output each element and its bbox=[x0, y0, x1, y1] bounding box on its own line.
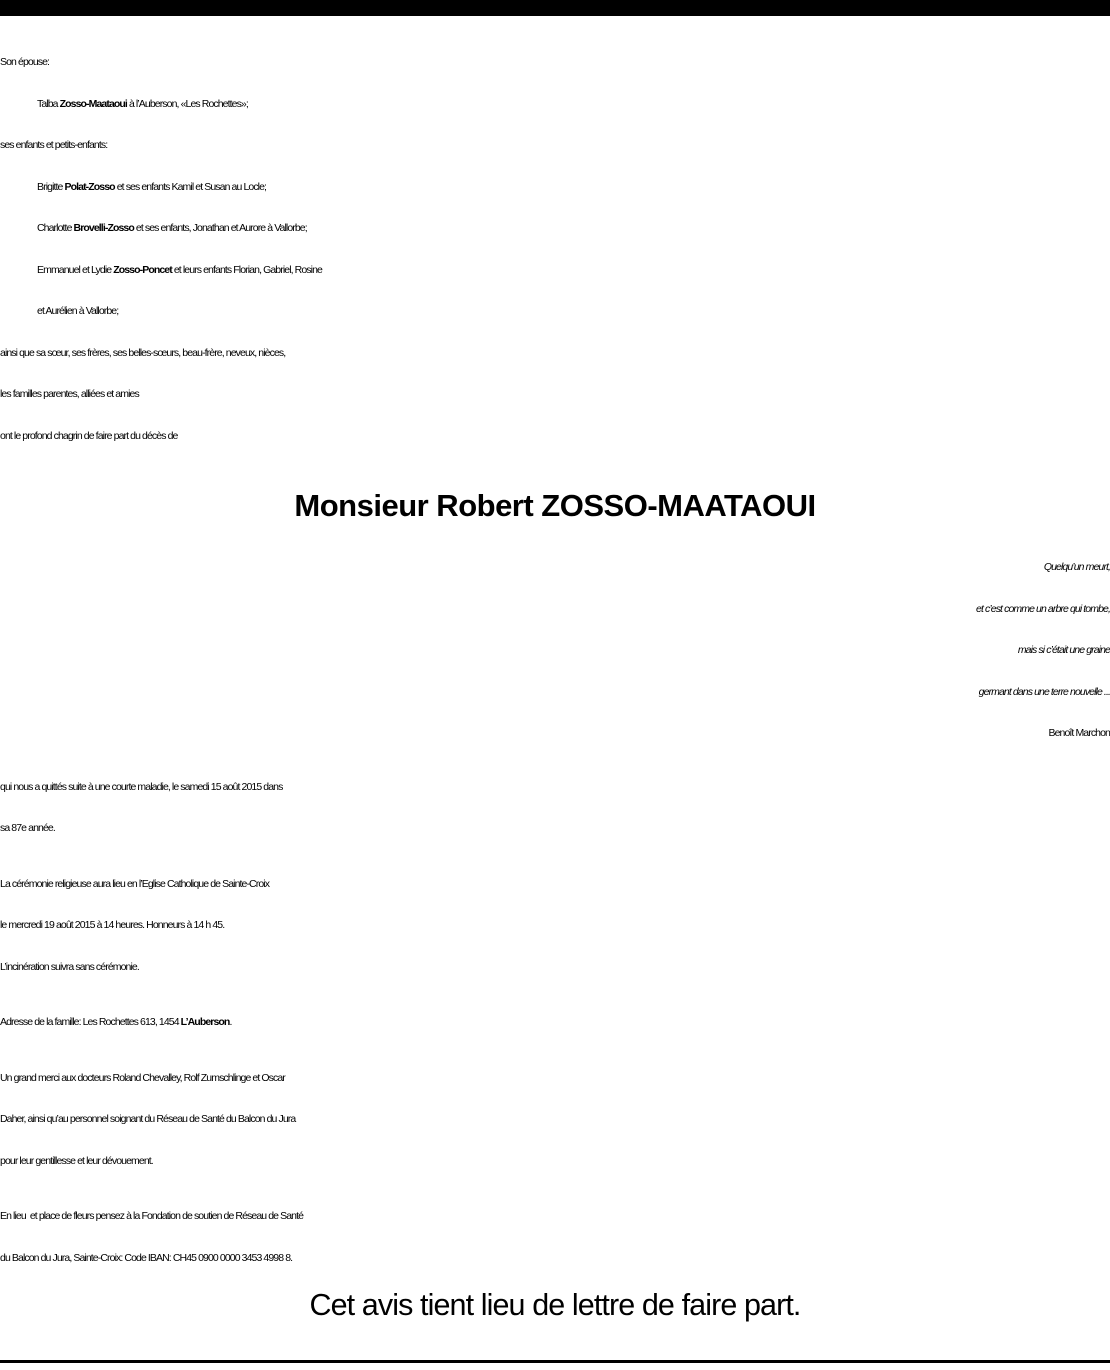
ceremony-paragraph bbox=[0, 864, 1110, 989]
child-surname: Zosso-Poncet bbox=[113, 263, 172, 276]
deceased-name: Monsieur Robert ZOSSO-MAATAOUI bbox=[294, 488, 816, 523]
spouse-location: à l’Auberson, «Les Rochettes»; bbox=[126, 97, 248, 110]
spouse-line bbox=[0, 84, 1110, 126]
announcement-line: ont le profond chagrin de faire part du décès de bbox=[0, 429, 178, 442]
address-paragraph bbox=[0, 1002, 1110, 1044]
passing-line-2: sa 87e année. bbox=[0, 822, 55, 834]
other-relatives-line-2: les familles parentes, alliées et amies bbox=[0, 388, 139, 400]
child-line-3 bbox=[0, 250, 1110, 292]
other-relatives-line-1: ainsi que sa sœur, ses frères, ses belles-sœurs, beau-frère, neveux, nièces, bbox=[0, 346, 286, 359]
child-details: et leurs enfants Florian, Gabriel, Rosine bbox=[171, 263, 322, 276]
thanks-paragraph bbox=[0, 1058, 1110, 1183]
passing-paragraph bbox=[0, 767, 1110, 850]
children-intro: ses enfants et petits-enfants: bbox=[0, 139, 108, 151]
closing-line: Cet avis tient lieu de lettre de faire part. bbox=[309, 1288, 801, 1322]
poem bbox=[0, 547, 1110, 755]
poem-line: mais si c’était une graine bbox=[1017, 644, 1110, 656]
thanks-line-2: Daher, ainsi qu’au personnel soignant du Réseau de Santé du Balcon du Jura bbox=[0, 1113, 296, 1125]
bottom-rule bbox=[0, 1360, 1110, 1363]
spouse-intro: Son épouse: bbox=[0, 56, 50, 68]
child-first-name: Charlotte bbox=[37, 222, 74, 234]
donation-line-2: du Balcon du Jura, Sainte-Croix: Code IBAN: CH45 0900 0000 3453 4998 8. bbox=[0, 1251, 293, 1264]
passing-line-1: qui nous a quittés suite à une courte maladie, le samedi 15 août 2015 dans bbox=[0, 780, 283, 793]
top-rule bbox=[0, 0, 1110, 16]
child-details: et ses enfants Kamil et Susan au Locle; bbox=[114, 180, 267, 193]
poem-line: et c’est comme un arbre qui tombe, bbox=[976, 602, 1110, 615]
child-first-name: Brigitte bbox=[37, 180, 65, 193]
child-line-2 bbox=[0, 208, 1110, 250]
child-line-1 bbox=[0, 167, 1110, 209]
thanks-line-1: Un grand merci aux docteurs Roland Chevalley, Rolf Zumschlinge et Oscar bbox=[0, 1071, 285, 1084]
child-surname: Brovelli-Zosso bbox=[73, 222, 134, 234]
poem-line: Quelqu’un meurt, bbox=[1043, 561, 1110, 573]
poem-line: germant dans une terre nouvelle ... bbox=[978, 685, 1110, 698]
donation-paragraph bbox=[0, 1196, 1110, 1279]
family-section bbox=[0, 42, 1110, 457]
address-town: L’Auberson bbox=[180, 1016, 230, 1028]
address-line bbox=[0, 1002, 1110, 1044]
poem-author: Benoît Marchon bbox=[1048, 727, 1110, 739]
ceremony-line-2: le mercredi 19 août 2015 à 14 heures. Honneurs à 14 h 45. bbox=[0, 919, 225, 931]
address-prefix: Adresse de la famille: Les Rochettes 613, 1454 bbox=[0, 1016, 181, 1028]
ceremony-line-1: La cérémonie religieuse aura lieu en l’Eglise Catholique de Sainte-Croix bbox=[0, 877, 270, 890]
spouse-first-name: Talba bbox=[37, 97, 60, 110]
child-line-3-continuation: et Aurélien à Vallorbe; bbox=[37, 305, 119, 317]
thanks-line-3: pour leur gentillesse et leur dévouement. bbox=[0, 1154, 153, 1167]
child-first-name: Emmanuel et Lydie bbox=[37, 263, 114, 276]
child-surname: Polat-Zosso bbox=[64, 180, 115, 193]
child-details: et ses enfants, Jonathan et Aurore à Vallorbe; bbox=[133, 222, 307, 234]
address-suffix: . bbox=[229, 1016, 232, 1028]
ceremony-line-3: L’incinération suivra sans cérémonie. bbox=[0, 960, 139, 973]
obituary-notice bbox=[0, 42, 1110, 1327]
donation-line-1: En lieu et place de fleurs pensez à la Fondation de soutien de Réseau de Santé bbox=[0, 1210, 304, 1222]
spouse-surname: Zosso-Maataoui bbox=[59, 97, 127, 110]
